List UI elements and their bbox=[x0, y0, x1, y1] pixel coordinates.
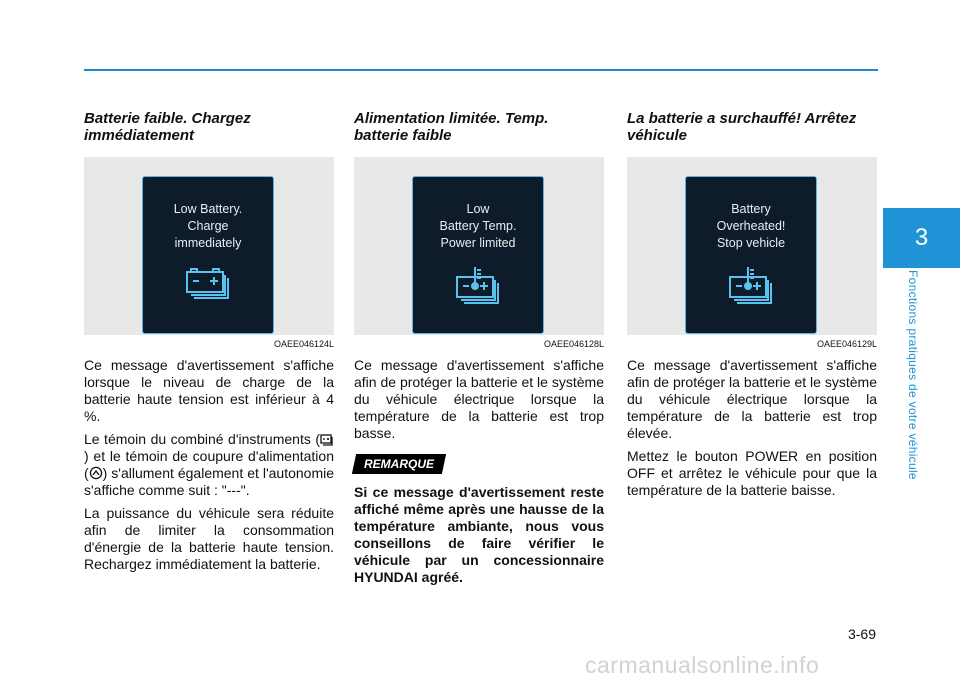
note-text: Si ce message d'avertissement reste affiché même après une hausse de la température ambiante, nous vous conseillons de faire vérifier le véhicule par un concessionnaire HYUNDAI agréé. bbox=[354, 484, 604, 585]
note-label: REMARQUE bbox=[364, 457, 435, 471]
figure-code: OAEE046128L bbox=[543, 339, 604, 349]
paragraph: Mettez le bouton POWER en position OFF et arrêtez le véhicule pour que la température de la batterie baisse. bbox=[627, 448, 877, 498]
cluster-display bbox=[685, 176, 817, 334]
figure-code: OAEE046129L bbox=[816, 339, 877, 349]
paragraph: Ce message d'avertissement s'affiche afin de protéger la batterie et le système du véhicule électrique lorsque la température de la batterie est trop élevée. bbox=[627, 357, 877, 441]
section-heading: La batterie a surchauffé! Arrêtez véhicule bbox=[627, 110, 857, 144]
paragraph-text: ) et le témoin de coupure d'alimentation ( bbox=[84, 448, 334, 481]
power-limit-icon bbox=[89, 466, 103, 480]
paragraph-text: Le témoin du combiné d'instruments ( bbox=[84, 431, 320, 447]
chapter-number: 3 bbox=[914, 224, 929, 251]
note-badge bbox=[352, 454, 446, 474]
page-number: 3-69 bbox=[847, 626, 876, 642]
battery-temp-icon bbox=[455, 265, 503, 305]
display-message: Low Battery Temp. Power limited bbox=[439, 202, 517, 250]
figure bbox=[354, 157, 604, 335]
paragraph bbox=[84, 431, 334, 499]
chapter-side-label bbox=[900, 270, 924, 500]
chapter-tab bbox=[883, 208, 960, 268]
figure bbox=[84, 157, 334, 335]
battery-icon bbox=[320, 432, 334, 446]
watermark: carmanualsonline.info bbox=[585, 652, 820, 678]
display-message: Low Battery. Charge immediately bbox=[173, 202, 243, 250]
paragraph: Ce message d'avertissement s'affiche lorsque le niveau de charge de la batterie haute tension est inférieur à 4 %. bbox=[84, 357, 334, 424]
display-message: Battery Overheated! Stop vehicle bbox=[716, 202, 786, 250]
section-heading: Batterie faible. Chargez immédiatement bbox=[84, 110, 251, 144]
paragraph: Ce message d'avertissement s'affiche afin de protéger la batterie et le système du véhicule électrique lorsque la température de la batterie est trop basse. bbox=[354, 357, 604, 441]
paragraph-text: ) s'allument également et l'autonomie s'affiche comme suit : "---". bbox=[84, 465, 334, 498]
section-heading: Alimentation limitée. Temp. batterie faible bbox=[354, 110, 549, 144]
cluster-display bbox=[142, 176, 274, 334]
section-battery-overheated bbox=[627, 110, 877, 499]
chapter-title: Fonctions pratiques de votre véhicule bbox=[906, 270, 920, 480]
paragraph: La puissance du véhicule sera réduite afin de limiter la consommation d'énergie de la batterie haute tension. Rechargez immédiatement la batterie. bbox=[84, 505, 334, 572]
cluster-display bbox=[412, 176, 544, 334]
figure-code: OAEE046124L bbox=[273, 339, 334, 349]
figure bbox=[627, 157, 877, 335]
section-low-battery-temp bbox=[354, 110, 604, 586]
battery-icon bbox=[185, 267, 233, 301]
battery-temp-icon bbox=[728, 265, 776, 305]
section-low-battery bbox=[84, 110, 334, 573]
top-rule bbox=[84, 69, 878, 71]
